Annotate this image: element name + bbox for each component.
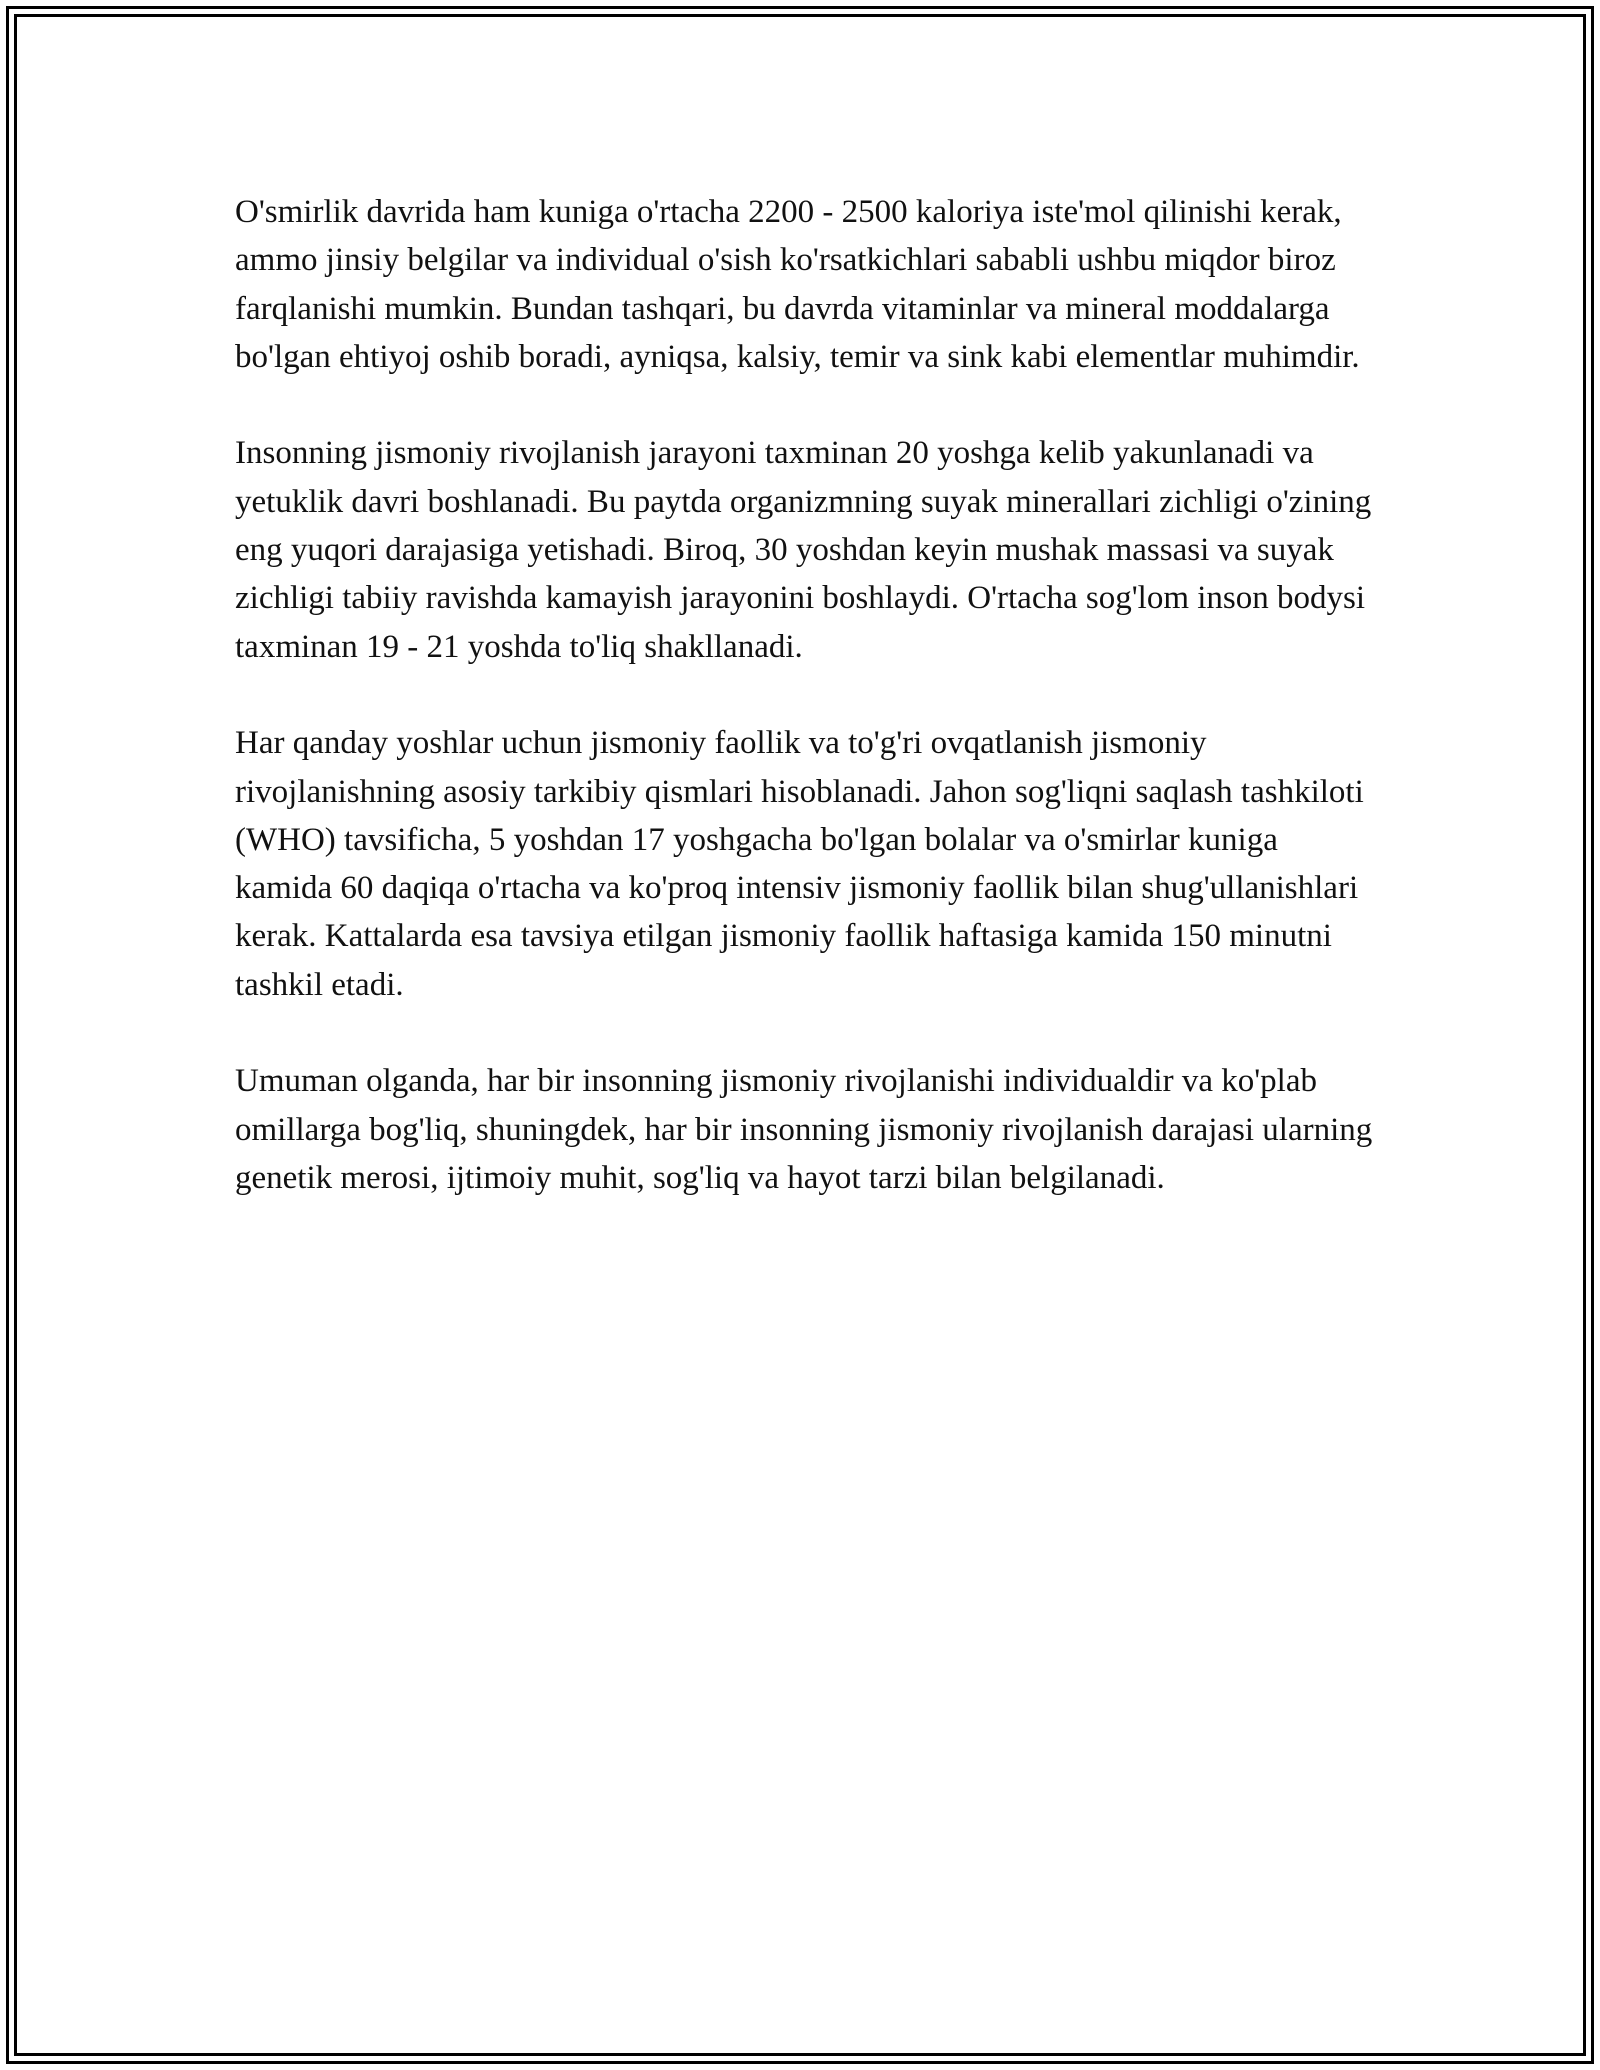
- paragraph-nutrition: O'smirlik davrida ham kuniga o'rtacha 2200 - 2500 kaloriya iste'mol qilinishi kerak, ammo jinsiy belgilar va individual o'sish ko'rsatkichlari sababli ushbu miqdor biroz farqlanishi mumkin. Bundan tashqari, bu davrda vitaminlar va mineral moddalarga bo'lgan ehtiyoj oshib boradi, ayniqsa, kalsiy, temir va sink kabi elementlar muhimdir.: [235, 194, 1360, 375]
- paragraph-conclusion: Umuman olganda, har bir insonning jismoniy rivojlanishi individualdir va ko'plab omillarga bog'liq, shuningdek, har bir insonning jismoniy rivojlanish darajasi ularning genetik merosi, ijtimoiy muhit, sog'liq va hayot tarzi bilan belgilanadi.: [235, 1063, 1373, 1196]
- paragraph-maturity: Insonning jismoniy rivojlanish jarayoni taxminan 20 yoshga kelib yakunlanadi va yetuklik davri boshlanadi. Bu paytda organizmning suyak minerallari zichligi o'zining eng yuqori darajasiga yetishadi. Biroq, 30 yoshdan keyin mushak massasi va suyak zichligi tabiiy ravishda kamayish jarayonini boshlaydi. O'rtacha sog'lom inson bodysi taxminan 19 - 21 yoshda to'liq shakllanadi.: [235, 435, 1372, 665]
- document-body: [235, 188, 1375, 1251]
- paragraph-physical-activity: Har qanday yoshlar uchun jismoniy faollik va to'g'ri ovqatlanish jismoniy rivojlanishning asosiy tarkibiy qismlari hisoblanadi. Jahon sog'liqni saqlash tashkiloti (WHO) tavsificha, 5 yoshdan 17 yoshgacha bo'lgan bolalar va o'smirlar kuniga kamida 60 daqiqa o'rtacha va ko'proq intensiv jismoniy faollik bilan shug'ullanishlari kerak. Kattalarda esa tavsiya etilgan jismoniy faollik haftasiga kamida 150 minutni tashkil etadi.: [235, 725, 1364, 1003]
